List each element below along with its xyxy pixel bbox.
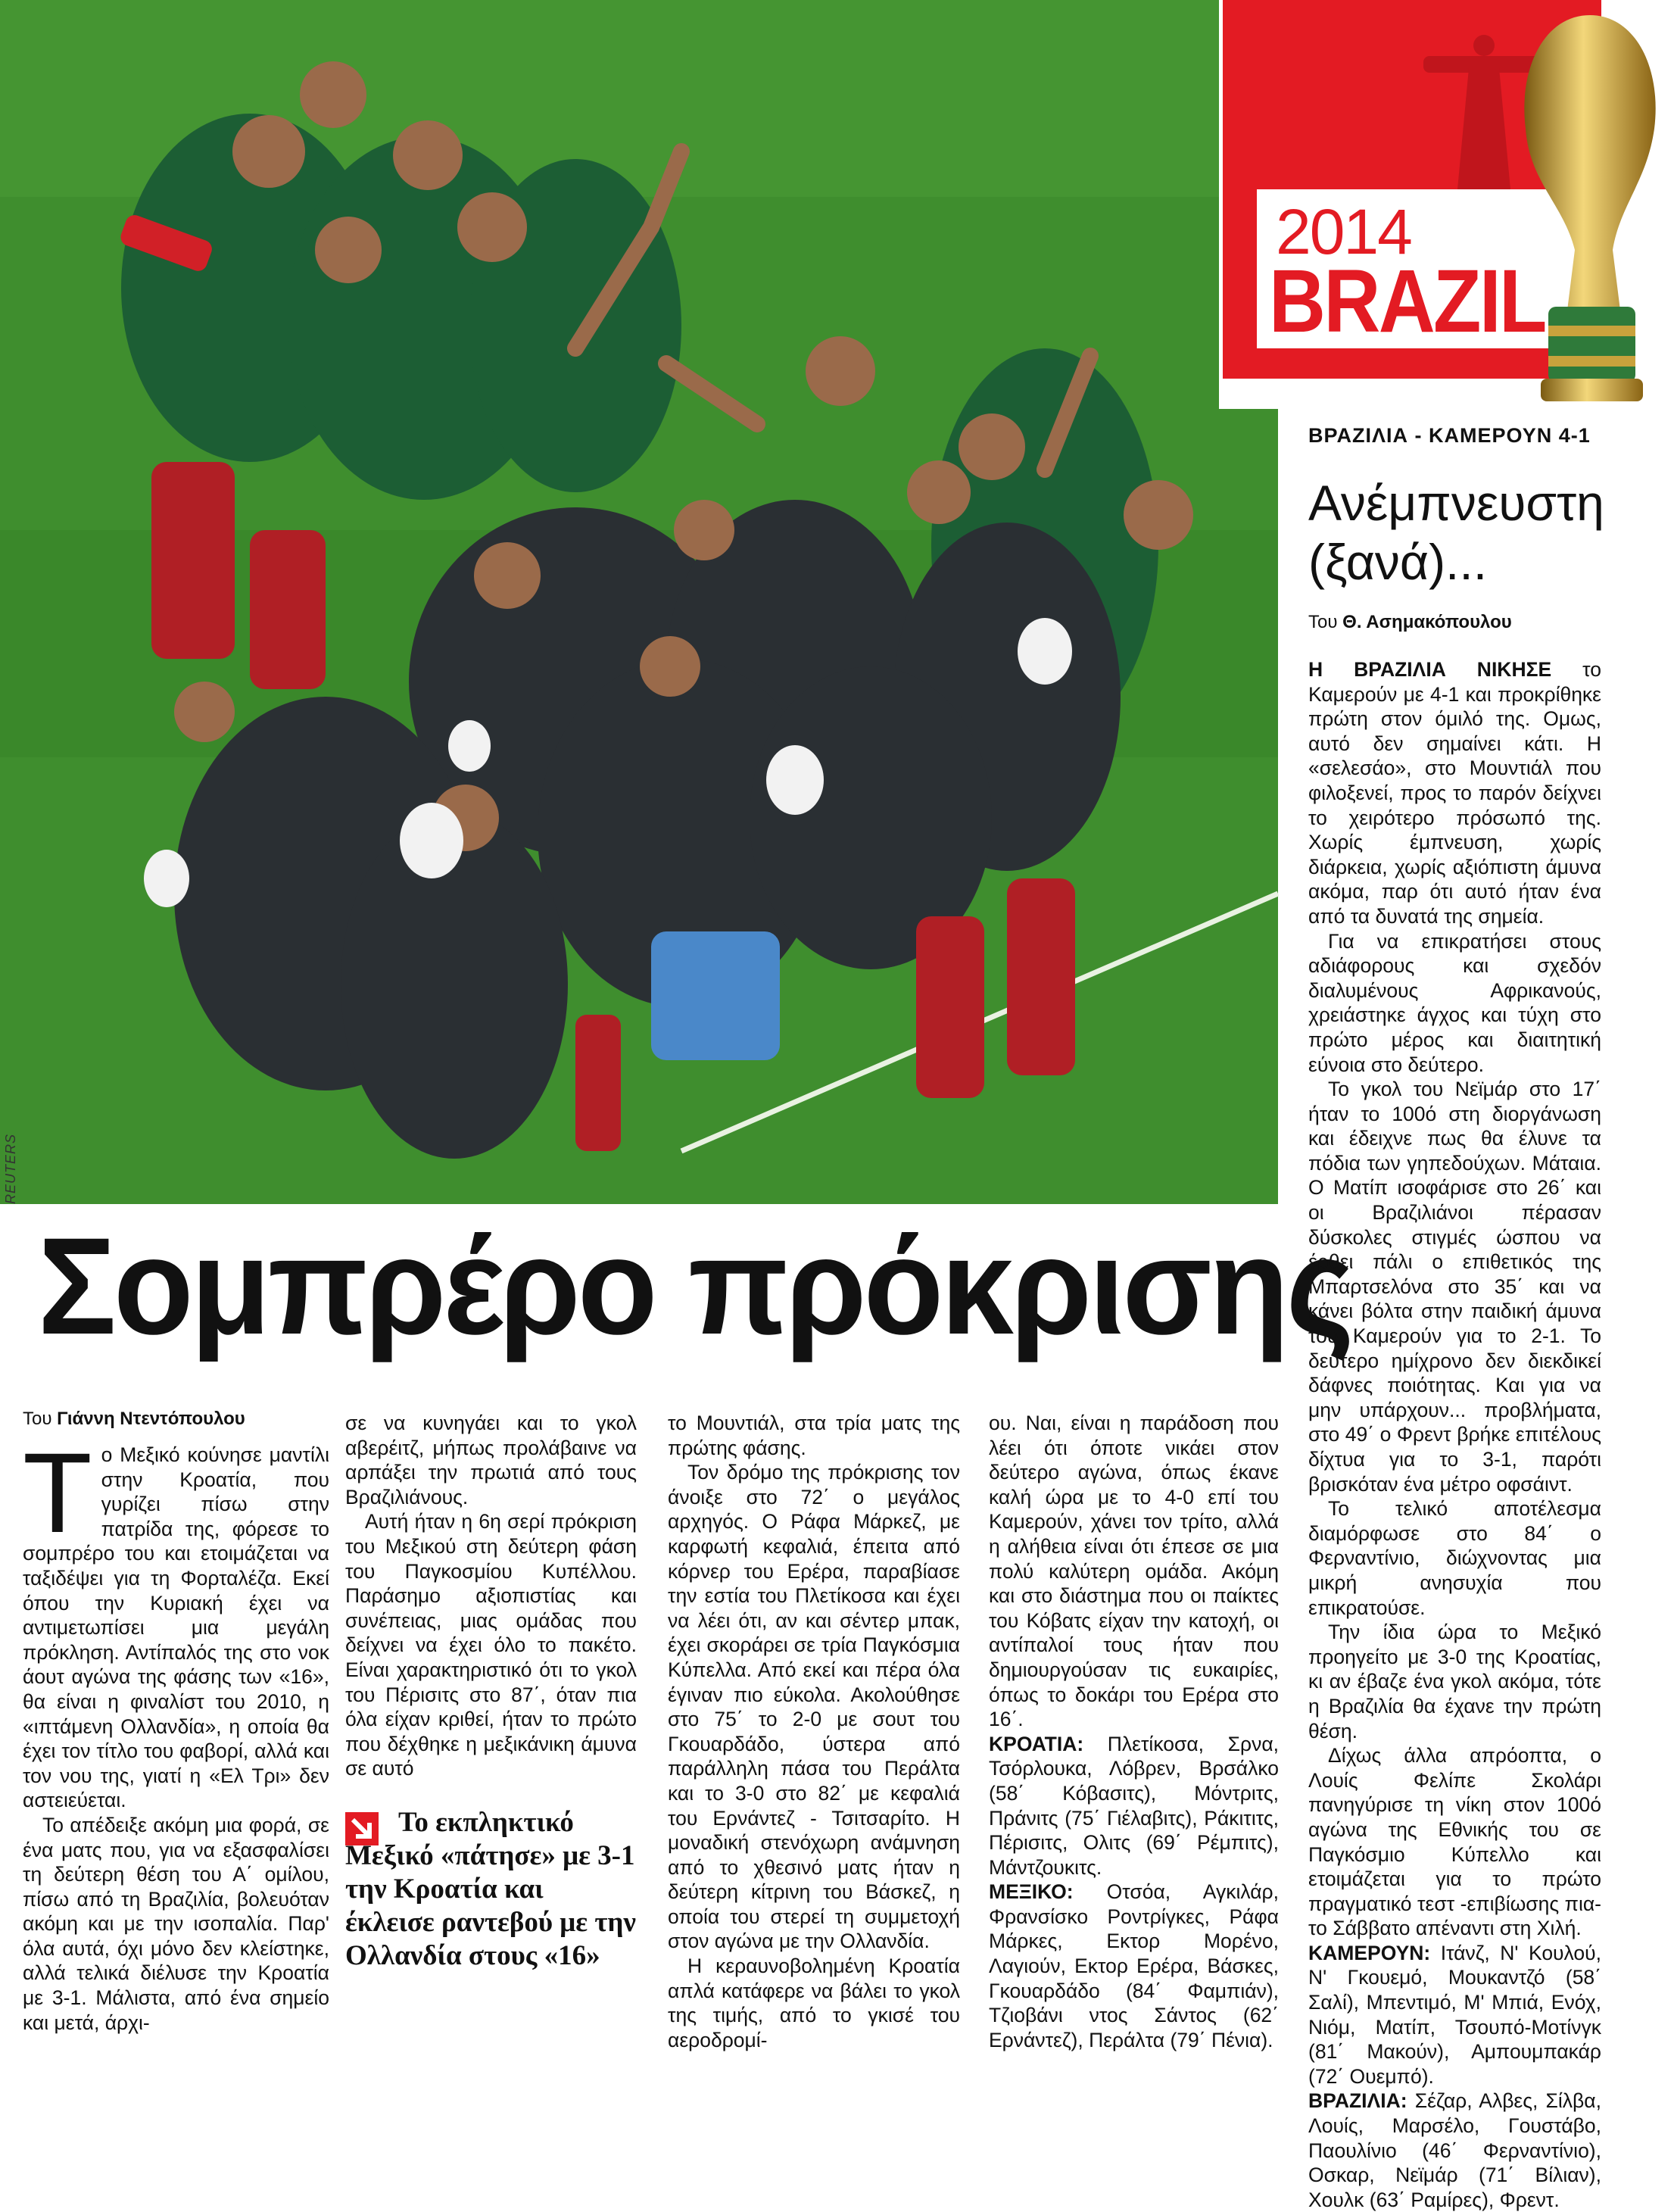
article-column-3 — [668, 1411, 960, 2052]
photo-credit: REUTERS — [3, 1133, 18, 1204]
lineup-cameroon: ΚΑΜΕΡΟΥΝ: Ιτάνζ, Ν' Κουλού, Ν' Γκουεμό, Μουκαντζό (58΄ Σαλί), Μπεντιμό, Μ' Μπιά, Ενόχ, Νιόμ, Ματίπ, Τσουπό-Μοτίνγκ (81΄ Μακούν), Αμπουμπακάρ (72΄ Ουεμπό). — [1308, 1941, 1601, 2088]
lineup-mexico: ΜΕΞΙΚΟ: Οτσόα, Αγκιλάρ, Φρανσίσκο Ροντρίγκες, Ράφα Μάρκες, Εκτορ Μορένο, Λαγιούν, Εκτορ Ερέρα, Βάσκες, Γκουαρδάδο (84΄ Φαμπιάν), Τζιοβάνι ντος Σάντος (62΄ Ερνάντεζ), Περάλτα (79΄ Πένια). — [989, 1880, 1279, 2051]
paragraph: Η ΒΡΑΖΙΛΙΑ ΝΙΚΗΣΕ το Καμερούν με 4-1 και προκρίθηκε πρώτη στον όμιλό της. Ομως, αυτό δεν σημαίνει κάτι. Η «σελεσάο», στο Μουντιάλ που φιλοξενεί, προς το παρόν δείχνει το χειρότερο πρόσωπό της. Χωρίς έμπνευση, χωρίς διάρκεια, χωρίς αξιόπιστη άμυνα ακόμα, παρ ότι αυτό ήταν ένα από τα δυνατά της σημεία. — [1308, 658, 1601, 928]
paragraph: το Μουντιάλ, στα τρία ματς της πρώτης φάσης. — [668, 1412, 960, 1459]
celebration-photo — [0, 0, 1278, 1204]
paragraph: Το Μεξικό κούνησε μαντίλι στην Κροατία, που γυρίζει πίσω στην πατρίδα της, φόρεσε το σομπρέρο του και ετοιμάζεται να ταξιδέψει για τη Φορταλέζα. Εκεί όπου την Κυριακή έχει να αντιμετωπίσει μια μεγάλη πρόκληση. Αντίπαλός της στο νοκ άουτ αγώνα της φάσης των «16», θα είναι η φιναλίστ του 2010, η «ιπτάμενη Ολλανδία», η οποία θα έχει τον τίτλο του φαβορί, αλλά και τον νου της, γιατί η «Ελ Τρι» δεν αστειεύεται. — [23, 1429, 329, 1812]
byline-author: Γιάννη Ντεντόπουλου — [57, 1409, 245, 1429]
side-byline: Του Θ. Ασημακόπουλου — [1308, 612, 1512, 632]
main-byline — [23, 1409, 245, 1430]
byline-prefix: Του — [23, 1409, 58, 1429]
lineup-croatia: ΚΡΟΑΤΙΑ: Πλετίκοσα, Σρνα, Τσόρλουκα, Λόβρεν, Βρσάλκο (58΄ Κόβασιτς), Μόντριτς, Πράνιτς (75΄ Γιέλαβιτς), Ράκιτιτς, Πέρισιτς, Ολιτς (69΄ Ρέμπιτς), Μάντζουκιτς. — [989, 1732, 1279, 1879]
side-kicker: ΒΡΑΖΙΛΙΑ - ΚΑΜΕΡΟΥΝ 4-1 — [1308, 424, 1591, 447]
paragraph: ου. Ναι, είναι η παράδοση που λέει ότι όποτε νικάει στον δεύτερο αγώνα, όπως έκανε καλή ώρα με το 4-0 επί του Καμερούν, χάνει τον τρίτο, αλλά η αλήθεια είναι ότι έπεσε σε μια πολύ καλύτερη ομάδα. Ακόμη και στο διάστημα που οι παίκτες του Κόβατς είχαν την κατοχή, οι αντίπαλοί τους ήταν που δημιουργούσαν τις ευκαιρίες, όπως το δοκάρι του Ερέρα στο 16΄. — [989, 1412, 1279, 1731]
paragraph: Αυτή ήταν η 6η σερί πρόκριση του Μεξικού στη δεύτερη φάση του Παγκοσμίου Κυπέλλου. Παράσημο αξιοπιστίας και συνέπειας, μιας ομάδας που δείχνει να έχει όλο το πακέτο. Είναι χαρακτηριστικό ότι το γκολ του Πέρισιτς στο 87΄, όταν πια όλα είχαν κριθεί, ήταν το πρώτο που δέχθηκε η μεξικάνικη άμυνα σε αυτό — [345, 1510, 637, 1780]
article-column-4 — [989, 1411, 1279, 2052]
world-cup-logo — [1219, 0, 1674, 409]
pull-quote — [345, 1806, 637, 1971]
paragraph: Τον δρόμο της πρόκρισης τον άνοιξε στο 72΄ ο μεγάλος αρχηγός. Ο Ράφα Μάρκεζ, με καρφωτή κεφαλιά, έπειτα από κόρνερ του Ερέρα, παραβίασε την εστία του Πλετίκοσα και έχει να λέει ότι, αν και σέντερ μπακ, έχει σκοράρει σε τρία Παγκόσμια Κύπελλα. Από εκεί και πέρα όλα έγιναν πιο εύκολα. Ακολούθησε στο 75΄ το 2-0 με σουτ του Γκουαρδάδο, ύστερα από παράλληλη πάσα του Περάλτα και το 3-0 στο 82΄ με κεφαλιά του Ερνάντεζ - Τσιτσαρίτο. Η μοναδική στενόχωρη ανάμνηση από το χθεσινό ματς ήταν η δεύτερη κίτρινη του Βάσκεζ, η οποία του στερεί τη συμμετοχή στον αγώνα με την Ολλανδία. — [668, 1461, 960, 1953]
paragraph: σε να κυνηγάει και το γκολ αβερέιτζ, μήπως προλάβαινε να αρπάξει την πρωτιά από τους Βραζιλιάνους. — [345, 1412, 637, 1508]
article-column-1 — [23, 1429, 329, 2035]
article-column-2 — [345, 1411, 637, 1781]
side-title: Ανέμπνευστη (ξανά)... — [1308, 475, 1604, 590]
paragraph: Την ίδια ώρα το Μεξικό προηγείτο με 3-0 της Κροατίας, κι αν έβαζε ένα γκολ ακόμα, τότε η Βραζιλία θα έχανε την πρώτη θέση. — [1308, 1621, 1601, 1742]
paragraph: Το απέδειξε ακόμη μια φορά, σε ένα ματς που, για να εξασφαλίσει τη δεύτερη θέση του Α΄ ομίλου, πίσω από τη Βραζιλία, βολευόταν ακόμη και με την ισοπαλία. Παρ' όλα αυτά, όχι μόνο δεν κλείστηκε, αλλά τελικά διέλυσε την Κροατία με 3-1. Μάλιστα, από ένα σημείο και μετά, άρχι- — [23, 1813, 329, 2034]
pull-quote-text: Το εκπληκτικό Μεξικό «πάτησε» με 3-1 την Κροατία και έκλεισε ραντεβού με την Ολλανδία στους «16» — [345, 1807, 636, 1971]
lineup-brazil: ΒΡΑΖΙΛΙΑ: Σέζαρ, Αλβες, Σίλβα, Λουίς, Μαρσέλο, Γουστάβο, Παουλίνιο (46΄ Φερναντίνιο), Οσκαρ, Νεϊμάρ (71΄ Βίλιαν), Χουλκ (63΄ Ραμίρες), Φρεντ. — [1308, 2089, 1601, 2211]
trophy-icon — [1507, 0, 1674, 409]
paragraph: Η κεραυνοβολημένη Κροατία απλά κατάφερε να βάλει το γκολ της τιμής, από το γκισέ του αεροδρομί- — [668, 1955, 960, 2051]
side-article-body — [1308, 657, 1601, 2212]
logo-word: BRAZIL — [1269, 251, 1545, 351]
logo-year: 2014 — [1276, 196, 1411, 267]
headline: Σομπρέρο πρόκρισης — [38, 1209, 1351, 1363]
photo-illustration — [0, 0, 1278, 1204]
paragraph: Το γκολ του Νεϊμάρ στο 17΄ ήταν το 100ό στη διοργάνωση και έδειχνε πως θα έλυνε τα πόδια των γηπεδούχων. Μάταια. Ο Ματίπ ισοφάρισε στο 26΄ και οι Βραζιλιάνοι πέρασαν δύσκολες στιγμές ώσπου να έρθει πάλι ο επιθετικός της Μπαρτσελόνα στο 35΄ και να κάνει βόλτα στην παιδική άμυνα του Καμερούν για το 2-1. Το δεύτερο ημίχρονο δεν διεκδικεί δάφνες ποιότητας. Και για να μην υπάρχουν... προβλήματα, στο 49΄ ο Φρεντ βρήκε επιτέλους δίχτυα για το 3-1, παρότι βρισκόταν ένα μέτρο οφσάιντ. — [1308, 1078, 1601, 1496]
paragraph: Για να επικρατήσει στους αδιάφορους και σχεδόν διαλυμένους Αφρικανούς, χρειάστηκε άγχος και τύχη στο πρώτο μέρος και διαιτητική εύνοια στο δεύτερο. — [1308, 929, 1601, 1076]
paragraph: Το τελικό αποτέλεσμα διαμόρφωσε στο 84΄ ο Φερναντίνιο, διώχνοντας μια μικρή ανησυχία που επικρατούσε. — [1308, 1497, 1601, 1619]
paragraph: Δίχως άλλα απρόοπτα, ο Λουίς Φελίπε Σκολάρι πανηγύρισε τη νίκη στον 100ό αγώνα της Εθνικής του σε Παγκόσμιο Κύπελλο και ετοιμάζεται για το πρώτο πραγματικό τεστ -επιβίωσης πια- το Σάββατο απέναντι στη Χιλή. — [1308, 1744, 1601, 1940]
drop-cap: Τ — [23, 1429, 92, 1556]
